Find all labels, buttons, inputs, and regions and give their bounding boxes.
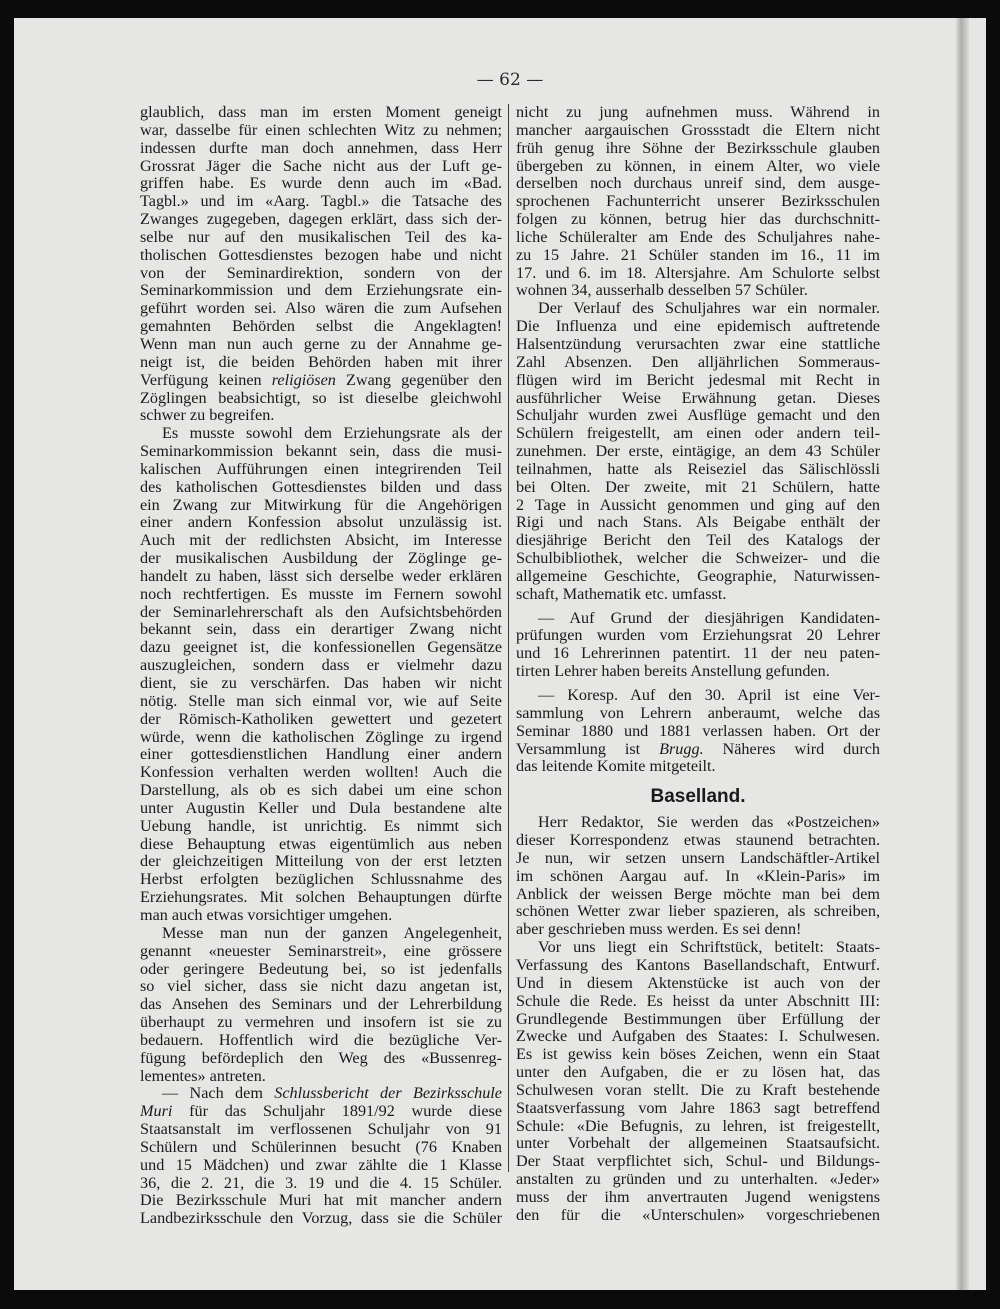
- text-line: [516, 645, 880, 663]
- text-line: [516, 663, 880, 681]
- text-run: nötig. Stelle man sich einmal vor, wie auf Seite: [140, 692, 502, 710]
- text-line: [140, 693, 502, 711]
- text-line: [140, 604, 502, 622]
- page-number: — 62 —: [476, 70, 544, 90]
- text-line: [516, 1100, 880, 1118]
- text-line: [140, 336, 502, 354]
- text-run: Es ist gewiss kein böses Zeichen, wenn ein Staat: [516, 1046, 880, 1064]
- text-line: [140, 1121, 502, 1139]
- text-run: unter Augustin Keller und Dula bestandene alte: [140, 799, 502, 817]
- text-line: [516, 1135, 880, 1153]
- text-line: [140, 532, 502, 550]
- text-run: Darstellung, als ob es sich dabei um eine schon: [140, 782, 502, 800]
- text-run: auszugleichen, sondern dass er vielmehr dazu: [140, 657, 502, 675]
- text-line: [140, 1032, 502, 1050]
- text-run: das Ansehen des Seminars und der Lehrerbildung: [140, 996, 502, 1014]
- text-run: — Auf Grund der diesjährigen Kandidaten-: [538, 609, 880, 627]
- text-run: Erziehungsrates. Mit solchen Behauptungen dürfte: [140, 889, 502, 907]
- text-run: für das Schuljahr 1891/92 wurde diese: [172, 1103, 502, 1121]
- text-run: Schule: «Die Befugnis, zu lehren, ist freigestellt,: [516, 1117, 880, 1135]
- text-line: [516, 1171, 880, 1189]
- text-run: Und in diesem Aktenstücke ist auch von der: [516, 974, 880, 992]
- text-line: [140, 550, 502, 568]
- text-run: Auch mit der redlichsten Absicht, im Interesse: [140, 532, 502, 550]
- text-run: ein Zwang zur Mitwirkung für die Angehörigen: [140, 496, 502, 514]
- text-line: [516, 461, 880, 479]
- text-run: Näheres wird durch: [703, 740, 880, 758]
- text-run: bekannt sein, dass ein derartiger Zwang nicht: [140, 621, 502, 639]
- text-line: [516, 336, 880, 354]
- text-line: [140, 782, 502, 800]
- text-run: kalischen Aufführungen einen integrirenden Teil: [140, 460, 502, 478]
- italic-text-run: Schlussbericht der Bezirksschule: [274, 1085, 502, 1103]
- text-run: diesjährige Bericht den Teil des Katalogs der: [516, 532, 880, 550]
- text-run: — Koresp. Auf den 30. April ist eine Ver-: [538, 687, 880, 704]
- text-run: Der Verlauf des Schuljahres war ein normaler.: [538, 300, 880, 318]
- text-line: [516, 407, 880, 425]
- text-run: Staatsverfassung vom Jahre 1863 sagt betreffend: [516, 1099, 880, 1117]
- text-run: Zwanges zugegeben, dagegen erklärt, dass sich der-: [140, 211, 502, 229]
- text-line: [140, 1014, 502, 1032]
- text-run: lementes» antreten.: [140, 1067, 266, 1085]
- page-fold-shadow: [955, 18, 969, 1290]
- text-line: [516, 479, 880, 497]
- right-column-text-part-a: [516, 104, 880, 776]
- text-run: Zwecke und Aufgaben des Staates: I. Schulwesen.: [516, 1028, 880, 1046]
- text-line: [140, 621, 502, 639]
- text-line: [140, 818, 502, 836]
- text-line: [140, 1050, 502, 1068]
- text-run: einer gottesdienstlichen Handlung einer andern: [140, 746, 502, 764]
- text-run: der musikalischen Ausbildung der Zöglinge ge-: [140, 550, 502, 568]
- text-line: [140, 104, 502, 122]
- text-run: Anblick der weissen Berge möchte man bei dem: [516, 885, 880, 903]
- text-run: war, dasselbe für einen schlechten Witz zu nehmen;: [140, 121, 502, 139]
- text-run: Messe man nun der ganzen Angelegenheit,: [162, 924, 502, 942]
- text-run: Konfession verhalten werden wollten! Auch die: [140, 764, 502, 782]
- text-run: Der Staat verpflichtet sich, Schul- und Bildungs-: [516, 1153, 880, 1171]
- text-line: [516, 229, 880, 247]
- text-run: tholischen Gottesdienstes bezogen habe und nicht: [140, 246, 502, 264]
- text-run: Schulbibliothek, welcher die Schweizer- und die: [516, 550, 880, 568]
- text-run: derselben noch durchaus unreif sind, dem ausge-: [516, 175, 880, 193]
- text-run: Vor uns liegt ein Schriftstück, betitelt: Staats-: [538, 939, 880, 957]
- text-line: [516, 687, 880, 705]
- text-line: [516, 318, 880, 336]
- text-line: [516, 886, 880, 904]
- text-line: [516, 1011, 880, 1029]
- text-run: Es musste sowohl dem Erziehungsrate als der: [162, 425, 502, 443]
- text-line: [140, 639, 502, 657]
- text-run: handelt zu haben, lässt sich derselbe weder erklären: [140, 567, 502, 585]
- text-line: [516, 1118, 880, 1136]
- text-run: bei Olten. Der zweite, mit 21 Schülern, hatte: [516, 478, 880, 496]
- text-line: [516, 354, 880, 372]
- text-line: [140, 925, 502, 943]
- text-run: Zwang gegenüber den: [335, 371, 502, 389]
- text-run: Zahl Absenzen. Den alljährlichen Sommeraus-: [516, 353, 880, 371]
- text-line: [140, 300, 502, 318]
- text-line: [140, 372, 502, 390]
- text-run: muss der ihm anvertrauten Jugend wenigstens: [516, 1188, 880, 1206]
- text-line: [516, 868, 880, 886]
- text-run: Seminar 1880 und 1881 verlassen haben. Ort der: [516, 722, 880, 740]
- text-run: und 15 Mädchen) und zwar zählte die 1 Klasse: [140, 1156, 502, 1174]
- text-run: Tagbl.» und im «Aarg. Tagbl.» die Tatsache des: [140, 193, 502, 211]
- text-run: 2 Tage in Aussicht genommen und ging auf den: [516, 496, 880, 514]
- text-run: Seminarkommission bekannt sein, dass die musi-: [140, 443, 502, 461]
- text-run: zu 15 Jahre. 21 Schüler standen im 16., 11 im: [516, 246, 880, 264]
- text-line: [140, 568, 502, 586]
- text-run: Grossrat Jäger die Sache nicht aus der Luft ge-: [140, 157, 502, 175]
- text-run: noch rechtfertigen. Es musste im Fernern sowohl: [140, 585, 502, 603]
- text-run: der Seminarlehrerschaft als den Aufsichtsbehörden: [140, 603, 502, 621]
- text-line: [140, 390, 502, 408]
- text-line: [516, 1153, 880, 1171]
- text-line: [516, 1028, 880, 1046]
- text-run: Schülern freigestellt, am einen oder andern teil-: [516, 425, 880, 443]
- text-run: glaublich, dass man im ersten Moment geneigt: [140, 104, 502, 121]
- text-run: liche Schüleralter am Ende des Schuljahres nahe-: [516, 228, 880, 246]
- text-line: [516, 211, 880, 229]
- text-line: [140, 961, 502, 979]
- text-line: [140, 193, 502, 211]
- right-text-column: [516, 104, 880, 1225]
- text-line: [140, 1085, 502, 1103]
- text-run: übergeben zu können, in einem Alter, wo viele: [516, 157, 880, 175]
- text-run: und 16 Lehrerinnen patentirt. 11 der neu paten-: [516, 645, 880, 663]
- text-run: so viel sicher, dass sie nicht dazu angetan ist,: [140, 978, 502, 996]
- text-run: nicht zu jung aufnehmen muss. Während in: [516, 104, 880, 121]
- text-run: flügen wird im Bericht jedesmal mit Recht in: [516, 371, 880, 389]
- text-line: [516, 993, 880, 1011]
- text-run: Die Influenza und eine epidemisch auftretende: [516, 318, 880, 336]
- text-run: schwer zu begreifen.: [140, 407, 275, 425]
- right-column-text-part-b: [516, 814, 880, 1224]
- text-line: [140, 836, 502, 854]
- text-run: zunehmen. Der erste, eintägige, an dem 43 Schüler: [516, 443, 880, 461]
- text-run: Die Bezirksschule Muri hat mit mancher andern: [140, 1192, 502, 1210]
- section-heading-baselland: Baselland.: [650, 786, 746, 808]
- text-run: bedauern. Hoffentlich wird die bezügliche Ver-: [140, 1031, 502, 1049]
- text-run: Herr Redaktor, Sie werden das «Postzeichen»: [538, 814, 880, 832]
- text-run: Uebung handle, ist unrichtig. Es nimmt sich: [140, 817, 502, 835]
- text-run: Schule die Rede. Es heisst da unter Abschnitt III:: [516, 992, 880, 1010]
- text-run: Versammlung ist: [516, 740, 660, 758]
- text-run: dieser Korrespondenz etwas staunend betrachten.: [516, 832, 880, 850]
- text-line: [516, 372, 880, 390]
- text-run: prüfungen wurden vom Erziehungsrat 20 Lehrer: [516, 627, 880, 645]
- text-line: [140, 479, 502, 497]
- text-line: [516, 741, 880, 759]
- text-line: [140, 407, 502, 425]
- italic-text-run: Muri: [140, 1103, 173, 1121]
- text-run: Je nun, wir setzen unsern Landschäftler-Artikel: [516, 849, 880, 867]
- text-run: griffen habe. Es wurde denn auch im «Bad.: [140, 175, 502, 193]
- text-line: [140, 158, 502, 176]
- text-run: ausführlicher Weise Erwähnung getan. Dieses: [516, 389, 880, 407]
- text-run: tirten Lehrer haben bereits Anstellung gefunden.: [516, 663, 830, 681]
- text-line: [140, 497, 502, 515]
- text-line: [516, 975, 880, 993]
- text-line: [140, 996, 502, 1014]
- text-line: [140, 978, 502, 996]
- text-run: indessen durfte man doch annehmen, dass Herr: [140, 139, 502, 157]
- text-run: Verfassung des Kantons Basellandschaft, Entwurf.: [516, 956, 880, 974]
- text-run: schaft, Mathematik etc. umfasst.: [516, 585, 727, 603]
- text-line: [516, 832, 880, 850]
- text-run: sammlung von Lehrern anberaumt, welche das: [516, 704, 880, 722]
- text-run: Staatsanstalt im verflossenen Schuljahr von 91: [140, 1121, 502, 1139]
- text-line: [516, 390, 880, 408]
- text-line: [516, 610, 880, 628]
- left-text-column: [140, 104, 502, 1228]
- text-run: würde, wenn die katholischen Zöglinge zu irgend: [140, 728, 502, 746]
- text-line: [516, 122, 880, 140]
- text-line: [516, 850, 880, 868]
- text-run: Herbst erfolgten bezüglichen Schlussnahme des: [140, 871, 502, 889]
- text-run: der Römisch-Katholiken gewettert und gezetert: [140, 710, 502, 728]
- text-line: [516, 1046, 880, 1064]
- text-run: früh genug ihre Söhne der Bezirksschule glauben: [516, 139, 880, 157]
- text-run: von der Seminardirektion, sondern von der: [140, 264, 502, 282]
- text-run: 17. und 6. im 18. Altersjahre. Am Schulorte selbst: [516, 264, 880, 282]
- text-run: den für die «Unterschulen» vorgeschriebenen: [516, 1206, 880, 1224]
- text-run: allgemeine Geschichte, Geographie, Naturwissen-: [516, 567, 880, 585]
- text-line: [516, 1189, 880, 1207]
- text-run: oder geringere Bedeutung bei, so ist jedenfalls: [140, 960, 502, 978]
- text-line: [140, 853, 502, 871]
- text-run: Landbezirksschule den Vorzug, dass sie die Schüler: [140, 1210, 502, 1228]
- text-run: Halsentzündung verursachten zwar eine stattliche: [516, 335, 880, 353]
- column-divider: [508, 104, 509, 1172]
- text-line: [516, 814, 880, 832]
- text-line: [140, 1068, 502, 1086]
- text-line: [516, 140, 880, 158]
- text-run: Seminarkommission und dem Erziehungsrate ein-: [140, 282, 502, 300]
- text-line: [516, 497, 880, 515]
- text-run: überhaupt zu vermehren und insofern ist sie zu: [140, 1014, 502, 1032]
- text-run: schönen Wetter zwar lieber spazieren, als schreiben,: [516, 903, 880, 921]
- text-line: [140, 657, 502, 675]
- text-line: [516, 758, 880, 776]
- text-line: [516, 921, 880, 939]
- text-line: [516, 104, 880, 122]
- text-run: fügung befördерlich den Weg des «Bussenreg-: [140, 1049, 502, 1067]
- text-line: [516, 550, 880, 568]
- text-line: [140, 1139, 502, 1157]
- text-line: [140, 800, 502, 818]
- text-line: [140, 675, 502, 693]
- text-run: — Nach dem: [162, 1085, 275, 1103]
- text-line: [140, 211, 502, 229]
- text-line: [516, 957, 880, 975]
- text-line: [140, 1210, 502, 1228]
- text-line: [516, 425, 880, 443]
- text-line: [516, 247, 880, 265]
- text-line: [140, 729, 502, 747]
- text-run: aber geschrieben muss werden. Es sei denn!: [516, 921, 802, 939]
- text-line: [140, 140, 502, 158]
- text-run: mancher aargauischen Grossstadt die Eltern nicht: [516, 121, 880, 139]
- text-line: [516, 903, 880, 921]
- text-line: [516, 443, 880, 461]
- text-line: [140, 943, 502, 961]
- text-line: [516, 158, 880, 176]
- text-line: [140, 871, 502, 889]
- text-line: [140, 443, 502, 461]
- text-run: folgen zu können, betrug hier das durchschnitt-: [516, 211, 880, 229]
- text-run: dazu geeignet ist, die konfessionellen Gegensätze: [140, 639, 502, 657]
- text-line: [140, 514, 502, 532]
- text-line: [140, 1175, 502, 1193]
- text-line: [516, 532, 880, 550]
- text-line: [516, 300, 880, 318]
- text-line: [516, 723, 880, 741]
- text-run: unter den Aufgaben, die er zu lösen hat, das: [516, 1064, 880, 1082]
- text-line: [140, 461, 502, 479]
- italic-text-run: Brugg.: [659, 740, 704, 758]
- text-line: [140, 318, 502, 336]
- text-run: 36, die 2. 21, die 3. 19 und die 4. 15 Schüler.: [140, 1174, 502, 1192]
- text-run: des katholischen Gottesdienstes bilden und dass: [140, 478, 502, 496]
- text-run: Schuljahr wurden zwei Ausflüge gemacht und den: [516, 407, 880, 425]
- text-line: [140, 746, 502, 764]
- text-run: teilnahmen, hatte als Reiseziel das Sälischlössli: [516, 460, 880, 478]
- text-line: [140, 122, 502, 140]
- text-line: [140, 1192, 502, 1210]
- italic-text-run: religiösen: [271, 371, 336, 389]
- text-line: [516, 282, 880, 300]
- text-run: der gleichzeitigen Mitteilung von der erst letzten: [140, 853, 502, 871]
- text-line: [140, 425, 502, 443]
- text-line: [516, 1064, 880, 1082]
- text-run: das leitende Komite mitgeteilt.: [516, 758, 716, 776]
- text-line: [516, 1207, 880, 1225]
- text-line: [140, 354, 502, 372]
- text-run: Verfügung keinen: [140, 371, 272, 389]
- text-line: [140, 1157, 502, 1175]
- text-line: [516, 265, 880, 283]
- text-line: [516, 705, 880, 723]
- text-run: diese Behauptung etwas eigentümlich aus neben: [140, 835, 502, 853]
- text-line: [516, 586, 880, 604]
- text-line: [140, 1103, 502, 1121]
- text-run: Schulwesen voran stellt. Die zu Kraft bestehende: [516, 1081, 880, 1099]
- text-run: sprochenen Fachunterricht unserer Bezirksschulen: [516, 193, 880, 211]
- text-line: [516, 627, 880, 645]
- text-run: Schülern und Schülerinnen besucht (76 Knaben: [140, 1138, 502, 1156]
- text-line: [516, 568, 880, 586]
- text-line: [516, 193, 880, 211]
- text-run: neigt ist, die beiden Behörden haben mit ihrer: [140, 353, 502, 371]
- text-run: unter Vorbehalt der allgemeinen Staatsaufsicht.: [516, 1135, 880, 1153]
- text-run: Zöglingen beabsichtigt, so ist dieselbe gleichwohl: [140, 389, 502, 407]
- text-line: [140, 889, 502, 907]
- text-run: genannt «neuester Seminarstreit», eine grössere: [140, 942, 502, 960]
- text-run: gemahnten Behörden selbst die Angeklagten!: [140, 318, 502, 336]
- text-run: Wenn man nun auch gerne zu der Annahme ge-: [140, 335, 502, 353]
- text-line: [140, 229, 502, 247]
- text-run: Rigi und nach Stans. Als Beigabe enthält der: [516, 514, 880, 532]
- text-run: anstalten zu gründen und zu unterhalten. «Jeder»: [516, 1171, 880, 1189]
- text-line: [140, 711, 502, 729]
- text-run: einer andern Konfession absolut unzulässig ist.: [140, 514, 502, 532]
- text-line: [516, 1082, 880, 1100]
- text-line: [516, 514, 880, 532]
- text-line: [140, 764, 502, 782]
- text-line: [140, 247, 502, 265]
- text-line: [140, 265, 502, 283]
- text-line: [140, 175, 502, 193]
- text-line: [140, 586, 502, 604]
- text-run: selbe nur auf den musikalischen Teil des ka-: [140, 228, 502, 246]
- text-run: wohnen 34, ausserhalb desselben 57 Schüler.: [516, 282, 808, 300]
- text-line: [516, 939, 880, 957]
- text-run: man auch etwas vorsichtiger umgehen.: [140, 906, 393, 924]
- text-line: [140, 282, 502, 300]
- text-run: im schönen Aargau auf. In «Klein-Paris» im: [516, 867, 880, 885]
- text-line: [140, 907, 502, 925]
- text-run: geführt worden sei. Also wären die zum Aufsehen: [140, 300, 502, 318]
- text-run: dient, sie zu verschärfen. Das haben wir nicht: [140, 675, 502, 692]
- text-line: [516, 175, 880, 193]
- text-run: Grundlegende Bestimmungen über Erfüllung der: [516, 1010, 880, 1028]
